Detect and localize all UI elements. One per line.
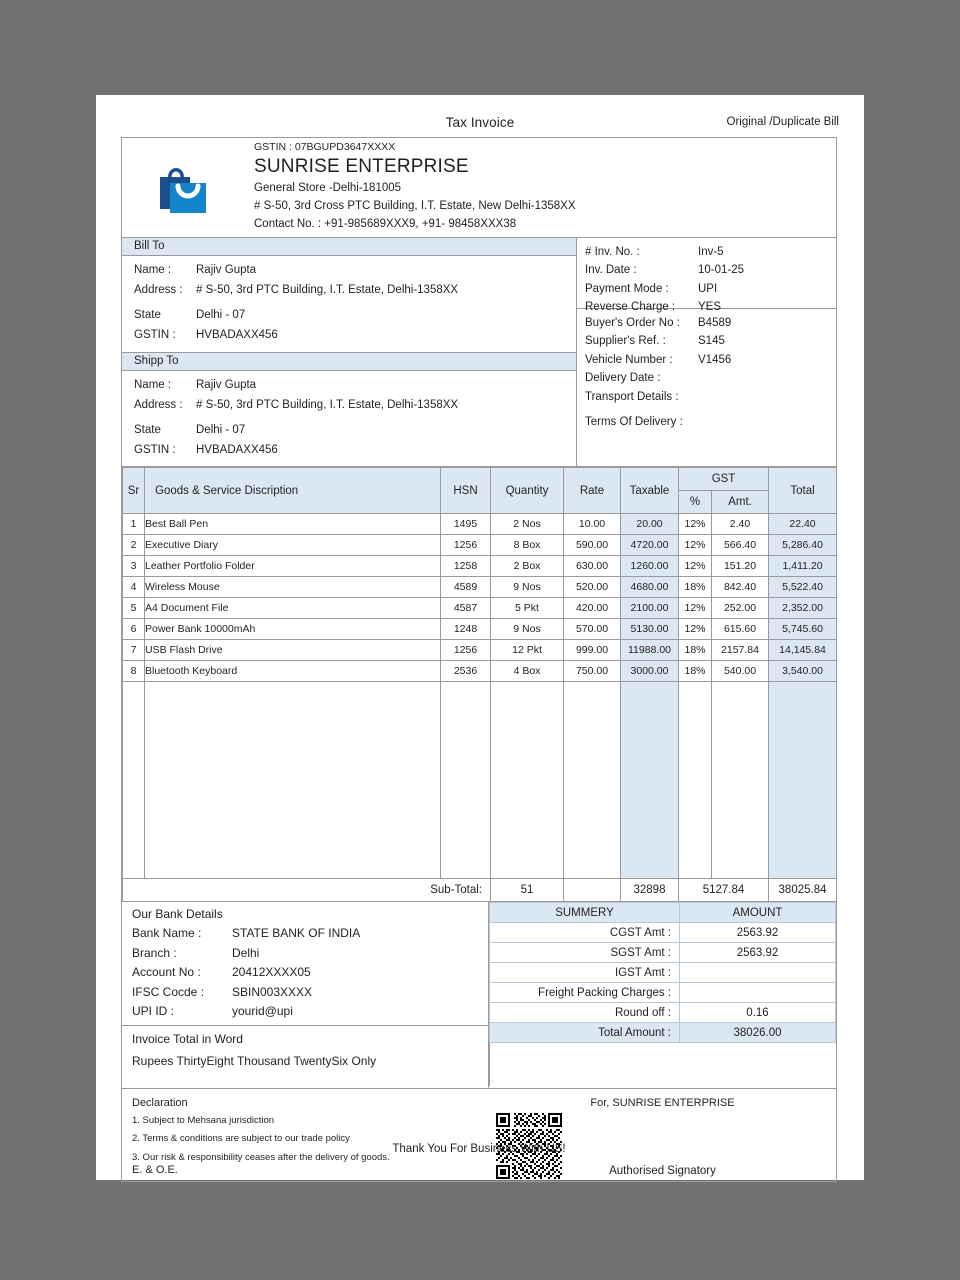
cell-gst-amount: 2157.84 bbox=[712, 640, 769, 661]
table-row bbox=[123, 640, 837, 661]
cell-total: 1,411.20 bbox=[769, 556, 837, 577]
bank-upi-row bbox=[132, 1002, 488, 1021]
invoice-meta-secondary bbox=[577, 309, 836, 428]
col-header-sr: Sr bbox=[123, 468, 145, 514]
company-header bbox=[122, 138, 836, 238]
summary-row bbox=[490, 943, 836, 963]
cell-taxable: 2100.00 bbox=[621, 598, 679, 619]
bank-name-row bbox=[132, 924, 488, 943]
summary-cgst-value: 2563.92 bbox=[680, 923, 836, 943]
bill-to-name-label: Name : bbox=[134, 264, 172, 276]
buyer-order-value: B4589 bbox=[698, 317, 732, 329]
table-row bbox=[123, 556, 837, 577]
inv-no-value: Inv-5 bbox=[698, 246, 724, 258]
cell-taxable: 11988.00 bbox=[621, 640, 679, 661]
subtotal-gst-amount: 5127.84 bbox=[679, 879, 769, 902]
cell-quantity: 8 Box bbox=[491, 535, 564, 556]
cell-description: Executive Diary bbox=[145, 535, 441, 556]
summary-freight-label: Freight Packing Charges : bbox=[490, 983, 680, 1003]
cell-description: Best Ball Pen bbox=[145, 514, 441, 535]
bill-to-name-row bbox=[134, 260, 576, 280]
cell-description: USB Flash Drive bbox=[145, 640, 441, 661]
ship-to-address-value: # S-50, 3rd PTC Building, I.T. Estate, Delhi-1358XX bbox=[196, 398, 459, 411]
table-row bbox=[123, 535, 837, 556]
subtotal-total: 38025.84 bbox=[769, 879, 837, 902]
summary-column bbox=[489, 902, 836, 1088]
col-header-quantity: Quantity bbox=[491, 468, 564, 514]
cell-gst-percent: 12% bbox=[679, 598, 712, 619]
bank-and-summary bbox=[122, 902, 836, 1088]
company-gstin: GSTIN : 07BGUPD3647XXXX bbox=[254, 141, 396, 154]
filler-total bbox=[769, 682, 837, 879]
filler-taxable bbox=[621, 682, 679, 879]
cell-taxable: 20.00 bbox=[621, 514, 679, 535]
table-filler-row bbox=[123, 682, 837, 879]
col-header-description: Goods & Service Discription bbox=[145, 468, 441, 514]
summary-total-label: Total Amount : bbox=[490, 1023, 680, 1043]
cell-description: Power Bank 10000mAh bbox=[145, 619, 441, 640]
transport-details-label: Transport Details : bbox=[585, 390, 679, 403]
cell-hsn: 1495 bbox=[441, 514, 491, 535]
inv-no-label: # Inv. No. : bbox=[585, 246, 640, 258]
total-in-words-title: Invoice Total in Word bbox=[132, 1032, 243, 1047]
ship-to-state-label: State bbox=[134, 423, 161, 436]
cell-taxable: 4680.00 bbox=[621, 577, 679, 598]
cell-sr: 6 bbox=[123, 619, 145, 640]
declaration-eoe: E. & O.E. bbox=[132, 1164, 178, 1177]
invoice-meta-column bbox=[577, 238, 836, 466]
company-line1: General Store -Delhi-181005 bbox=[254, 182, 402, 195]
summary-cgst-label: CGST Amt : bbox=[490, 923, 680, 943]
bank-account-row bbox=[132, 963, 488, 982]
subtotal-quantity: 51 bbox=[491, 879, 564, 902]
bill-to-address-label: Address : bbox=[134, 284, 183, 297]
cell-gst-amount: 151.20 bbox=[712, 556, 769, 577]
vehicle-number-row bbox=[585, 351, 836, 369]
terms-of-delivery-label: Terms Of Delivery : bbox=[585, 415, 683, 428]
cell-total: 2,352.00 bbox=[769, 598, 837, 619]
cell-description: A4 Document File bbox=[145, 598, 441, 619]
cell-hsn: 1256 bbox=[441, 640, 491, 661]
summary-row bbox=[490, 1003, 836, 1023]
bank-account-value: 20412XXXX05 bbox=[232, 965, 311, 980]
cell-rate: 630.00 bbox=[564, 556, 621, 577]
ship-to-gstin-label: GSTIN : bbox=[134, 443, 176, 456]
cell-gst-percent: 12% bbox=[679, 556, 712, 577]
terms-of-delivery-row bbox=[585, 413, 836, 431]
cell-gst-percent: 18% bbox=[679, 661, 712, 682]
ship-to-name-row bbox=[134, 375, 576, 395]
copy-type-label: Original /Duplicate Bill bbox=[726, 116, 839, 128]
cell-gst-percent: 12% bbox=[679, 514, 712, 535]
company-name: SUNRISE ENTERPRISE bbox=[254, 156, 469, 178]
cell-gst-percent: 12% bbox=[679, 619, 712, 640]
summary-blank-area bbox=[489, 1043, 836, 1086]
cell-hsn: 1258 bbox=[441, 556, 491, 577]
cell-taxable: 1260.00 bbox=[621, 556, 679, 577]
footer-thanks: Thank You For Business With US! bbox=[392, 1143, 566, 1155]
subtotal-label: Sub-Total: bbox=[123, 879, 491, 902]
total-in-words-value: Rupees ThirtyEight Thousand TwentySix Only bbox=[132, 1053, 377, 1068]
cell-rate: 999.00 bbox=[564, 640, 621, 661]
cell-rate: 590.00 bbox=[564, 535, 621, 556]
col-header-taxable: Taxable bbox=[621, 468, 679, 514]
cell-total: 22.40 bbox=[769, 514, 837, 535]
cell-total: 5,522.40 bbox=[769, 577, 837, 598]
subtotal-rate bbox=[564, 879, 621, 902]
cell-gst-amount: 842.40 bbox=[712, 577, 769, 598]
company-logo bbox=[122, 159, 254, 217]
buyer-order-label: Buyer's Order No : bbox=[585, 317, 680, 329]
ship-to-address-label: Address : bbox=[134, 398, 183, 411]
bank-branch-value: Delhi bbox=[232, 945, 260, 960]
filler-rate bbox=[564, 682, 621, 879]
bank-details-title: Our Bank Details bbox=[132, 907, 223, 921]
cell-quantity: 12 Pkt bbox=[491, 640, 564, 661]
bank-branch-row bbox=[132, 944, 488, 963]
vehicle-number-value: V1456 bbox=[698, 353, 732, 366]
cell-gst-percent: 12% bbox=[679, 535, 712, 556]
cell-sr: 8 bbox=[123, 661, 145, 682]
table-row bbox=[123, 661, 837, 682]
ship-to-block bbox=[122, 353, 576, 467]
summary-header-row bbox=[490, 903, 836, 923]
summary-row bbox=[490, 923, 836, 943]
bill-to-name-value: Rajiv Gupta bbox=[196, 264, 257, 276]
col-header-total: Total bbox=[769, 468, 837, 514]
supplier-ref-row bbox=[585, 332, 836, 350]
declaration-item-3: 3. Our risk & responsibility ceases after the delivery of goods. bbox=[132, 1151, 390, 1163]
summary-row bbox=[490, 963, 836, 983]
cell-gst-amount: 252.00 bbox=[712, 598, 769, 619]
cell-hsn: 1248 bbox=[441, 619, 491, 640]
reverse-charge-value: YES bbox=[698, 301, 722, 314]
transport-details-value bbox=[698, 388, 836, 406]
cell-quantity: 5 Pkt bbox=[491, 598, 564, 619]
cell-gst-percent: 18% bbox=[679, 640, 712, 661]
declaration-item-1: 1. Subject to Mehsana jurisdiction bbox=[132, 1115, 275, 1127]
payment-mode-row bbox=[585, 280, 836, 298]
reverse-charge-label: Reverse Charge : bbox=[585, 301, 676, 314]
inv-date-row bbox=[585, 261, 836, 279]
ship-to-state-row bbox=[134, 420, 576, 440]
cell-description: Wireless Mouse bbox=[145, 577, 441, 598]
cell-sr: 4 bbox=[123, 577, 145, 598]
cell-rate: 750.00 bbox=[564, 661, 621, 682]
bank-name-value: STATE BANK OF INDIA bbox=[232, 926, 361, 941]
buyer-order-row bbox=[585, 314, 836, 332]
cell-quantity: 2 Box bbox=[491, 556, 564, 577]
filler-description bbox=[145, 682, 441, 879]
summary-freight-value bbox=[680, 983, 836, 1003]
summary-row bbox=[490, 983, 836, 1003]
declaration-section bbox=[122, 1088, 836, 1181]
delivery-date-value bbox=[698, 369, 836, 387]
items-table-body bbox=[123, 514, 837, 902]
cell-total: 5,745.60 bbox=[769, 619, 837, 640]
items-table bbox=[122, 467, 837, 902]
bank-upi-label: UPI ID : bbox=[132, 1003, 175, 1018]
ship-to-name-value: Rajiv Gupta bbox=[196, 378, 257, 391]
table-row bbox=[123, 577, 837, 598]
table-row bbox=[123, 619, 837, 640]
bill-to-state-label: State bbox=[134, 309, 161, 322]
cell-taxable: 4720.00 bbox=[621, 535, 679, 556]
filler-gst-percent bbox=[679, 682, 712, 879]
bill-to-address-value: # S-50, 3rd PTC Building, I.T. Estate, Delhi-1358XX bbox=[196, 284, 459, 297]
bill-to-block bbox=[122, 238, 576, 353]
cell-quantity: 9 Nos bbox=[491, 577, 564, 598]
subtotal-row bbox=[123, 879, 837, 902]
page-title: Tax Invoice bbox=[445, 115, 515, 130]
cell-gst-amount: 615.60 bbox=[712, 619, 769, 640]
invoice-meta-primary bbox=[577, 238, 836, 314]
summary-roundoff-label: Round off : bbox=[490, 1003, 680, 1023]
vehicle-number-label: Vehicle Number : bbox=[585, 353, 673, 366]
ship-to-band: Shipp To bbox=[122, 353, 576, 371]
col-header-hsn: HSN bbox=[441, 468, 491, 514]
supplier-ref-label: Supplier's Ref. : bbox=[585, 335, 666, 348]
summary-header-label: SUMMERY bbox=[490, 903, 680, 923]
ship-to-gstin-row bbox=[134, 440, 576, 460]
bill-to-gstin-value: HVBADAXX456 bbox=[196, 329, 278, 342]
shopping-bag-icon bbox=[156, 159, 220, 217]
cell-total: 14,145.84 bbox=[769, 640, 837, 661]
inv-date-label: Inv. Date : bbox=[585, 264, 637, 277]
filler-quantity bbox=[491, 682, 564, 879]
bill-to-band: Bill To bbox=[122, 238, 576, 256]
invoice-body bbox=[121, 137, 837, 1182]
cell-sr: 1 bbox=[123, 514, 145, 535]
cell-hsn: 4589 bbox=[441, 577, 491, 598]
summary-igst-label: IGST Amt : bbox=[490, 963, 680, 983]
cell-gst-percent: 18% bbox=[679, 577, 712, 598]
cell-description: Leather Portfolio Folder bbox=[145, 556, 441, 577]
cell-hsn: 1256 bbox=[441, 535, 491, 556]
invoice-page bbox=[96, 95, 864, 1180]
parties-and-meta bbox=[122, 238, 836, 467]
declaration-item-2: 2. Terms & conditions are subject to our trade policy bbox=[132, 1133, 350, 1145]
delivery-date-label: Delivery Date : bbox=[585, 372, 661, 385]
bank-name-label: Bank Name : bbox=[132, 926, 202, 941]
bill-to-address-row bbox=[134, 280, 576, 300]
cell-hsn: 4587 bbox=[441, 598, 491, 619]
col-header-gst: GST bbox=[679, 468, 769, 491]
company-line3: Contact No. : +91-985689XXX9, +91- 98458XXX38 bbox=[254, 217, 517, 230]
company-line2: # S-50, 3rd Cross PTC Building, I.T. Estate, New Delhi-1358XX bbox=[254, 199, 576, 212]
cell-rate: 570.00 bbox=[564, 619, 621, 640]
cell-sr: 3 bbox=[123, 556, 145, 577]
cell-quantity: 4 Box bbox=[491, 661, 564, 682]
summary-sgst-label: SGST Amt : bbox=[490, 943, 680, 963]
bank-upi-value: yourid@upi bbox=[232, 1003, 293, 1018]
payment-mode-value: UPI bbox=[698, 282, 718, 295]
cell-rate: 420.00 bbox=[564, 598, 621, 619]
bank-details-column bbox=[122, 902, 489, 1088]
bill-to-gstin-label: GSTIN : bbox=[134, 329, 176, 342]
bank-details-box bbox=[122, 902, 488, 1026]
cell-hsn: 2536 bbox=[441, 661, 491, 682]
cell-gst-amount: 2.40 bbox=[712, 514, 769, 535]
ship-to-state-value: Delhi - 07 bbox=[196, 423, 246, 436]
table-row bbox=[123, 598, 837, 619]
bank-account-label: Account No : bbox=[132, 965, 201, 980]
ship-to-gstin-value: HVBADAXX456 bbox=[196, 443, 278, 456]
filler-hsn bbox=[441, 682, 491, 879]
summary-total-row bbox=[490, 1023, 836, 1043]
bill-to-gstin-row bbox=[134, 325, 576, 345]
cell-total: 3,540.00 bbox=[769, 661, 837, 682]
bank-ifsc-row bbox=[132, 983, 488, 1002]
bill-to-state-row bbox=[134, 305, 576, 325]
cell-sr: 5 bbox=[123, 598, 145, 619]
cell-sr: 2 bbox=[123, 535, 145, 556]
cell-quantity: 9 Nos bbox=[491, 619, 564, 640]
bank-ifsc-value: SBIN003XXXX bbox=[232, 984, 313, 999]
filler-sr bbox=[123, 682, 145, 879]
summary-sgst-value: 2563.92 bbox=[680, 943, 836, 963]
cell-taxable: 5130.00 bbox=[621, 619, 679, 640]
cell-gst-amount: 540.00 bbox=[712, 661, 769, 682]
bank-branch-label: Branch : bbox=[132, 945, 177, 960]
cell-description: Bluetooth Keyboard bbox=[145, 661, 441, 682]
summary-total-value: 38026.00 bbox=[680, 1023, 836, 1043]
bank-ifsc-label: IFSC Cocde : bbox=[132, 984, 205, 999]
inv-no-row bbox=[585, 243, 836, 261]
authorised-signatory-label: Authorised Signatory bbox=[609, 1165, 716, 1178]
cell-rate: 520.00 bbox=[564, 577, 621, 598]
cell-quantity: 2 Nos bbox=[491, 514, 564, 535]
declaration-block bbox=[122, 1089, 489, 1181]
cell-rate: 10.00 bbox=[564, 514, 621, 535]
payment-mode-label: Payment Mode : bbox=[585, 282, 669, 295]
cell-gst-amount: 566.40 bbox=[712, 535, 769, 556]
terms-of-delivery-value bbox=[698, 413, 836, 431]
transport-details-row bbox=[585, 388, 836, 406]
subtotal-taxable: 32898 bbox=[621, 879, 679, 902]
declaration-title: Declaration bbox=[132, 1097, 188, 1110]
cell-sr: 7 bbox=[123, 640, 145, 661]
inv-date-value: 10-01-25 bbox=[698, 264, 745, 277]
parties-column bbox=[122, 238, 577, 466]
filler-gst-amount bbox=[712, 682, 769, 879]
signature-for-label: For, SUNRISE ENTERPRISE bbox=[590, 1097, 735, 1110]
company-info bbox=[254, 141, 836, 233]
cell-taxable: 3000.00 bbox=[621, 661, 679, 682]
col-header-rate: Rate bbox=[564, 468, 621, 514]
summary-igst-value bbox=[680, 963, 836, 983]
total-in-words-box bbox=[122, 1026, 488, 1088]
col-header-gst-amount: Amt. bbox=[712, 491, 769, 514]
table-row bbox=[123, 514, 837, 535]
supplier-ref-value: S145 bbox=[698, 335, 725, 348]
bill-to-state-value: Delhi - 07 bbox=[196, 309, 246, 322]
cell-total: 5,286.40 bbox=[769, 535, 837, 556]
ship-to-name-label: Name : bbox=[134, 378, 172, 391]
delivery-date-row bbox=[585, 369, 836, 387]
summary-table bbox=[489, 902, 836, 1043]
ship-to-address-row bbox=[134, 395, 576, 415]
summary-roundoff-value: 0.16 bbox=[680, 1003, 836, 1023]
summary-header-amount: AMOUNT bbox=[680, 903, 836, 923]
col-header-gst-percent: % bbox=[679, 491, 712, 514]
document-header bbox=[121, 115, 839, 137]
